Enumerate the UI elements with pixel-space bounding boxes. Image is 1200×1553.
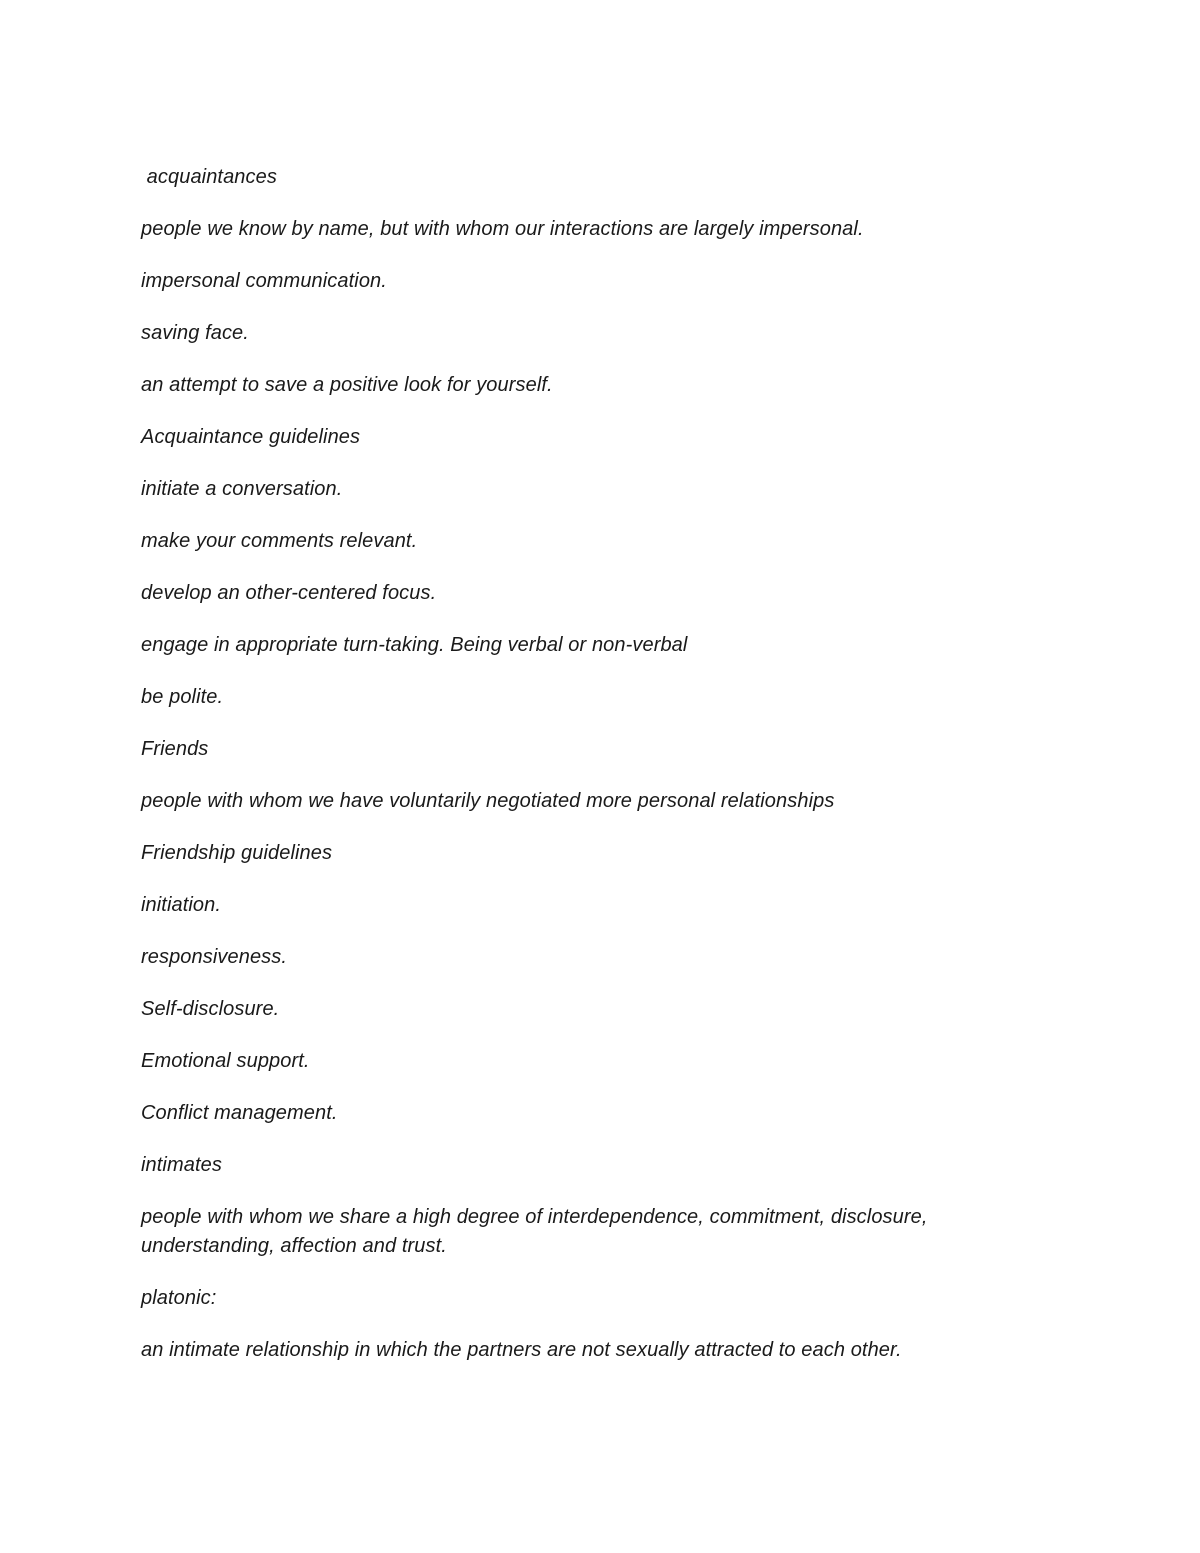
term-friends: Friends	[141, 738, 209, 760]
guideline-emotional-support: Emotional support.	[141, 1050, 310, 1072]
definition-intimates: people with whom we share a high degree of interdependence, commitment, disclosure, understanding, affection and trust.	[141, 1206, 928, 1257]
guideline-responsiveness: responsiveness.	[141, 946, 288, 968]
guideline-conflict-management: Conflict management.	[141, 1102, 338, 1124]
term-impersonal-communication: impersonal communication.	[141, 270, 387, 292]
definition-friends: people with whom we have voluntarily negotiated more personal relationships	[141, 790, 835, 812]
term-saving-face: saving face.	[141, 322, 249, 344]
heading-friendship-guidelines: Friendship guidelines	[141, 842, 333, 864]
document-body	[141, 163, 1021, 1388]
guideline-initiation: initiation.	[141, 894, 222, 916]
term-platonic: platonic:	[141, 1287, 217, 1309]
guideline-relevant-comments: make your comments relevant.	[141, 530, 418, 552]
term-intimates: intimates	[141, 1154, 222, 1176]
term-acquaintances: acquaintances	[141, 166, 277, 188]
definition-saving-face: an attempt to save a positive look for yourself.	[141, 374, 553, 396]
guideline-other-centered-focus: develop an other-centered focus.	[141, 582, 437, 604]
definition-platonic: an intimate relationship in which the partners are not sexually attracted to each other.	[141, 1339, 902, 1361]
guideline-self-disclosure: Self-disclosure.	[141, 998, 280, 1020]
heading-acquaintance-guidelines: Acquaintance guidelines	[141, 426, 361, 448]
guideline-be-polite: be polite.	[141, 686, 224, 708]
guideline-turn-taking: engage in appropriate turn-taking. Being verbal or non-verbal	[141, 634, 688, 656]
definition-acquaintances: people we know by name, but with whom our interactions are largely impersonal.	[141, 218, 864, 240]
guideline-initiate-conversation: initiate a conversation.	[141, 478, 343, 500]
